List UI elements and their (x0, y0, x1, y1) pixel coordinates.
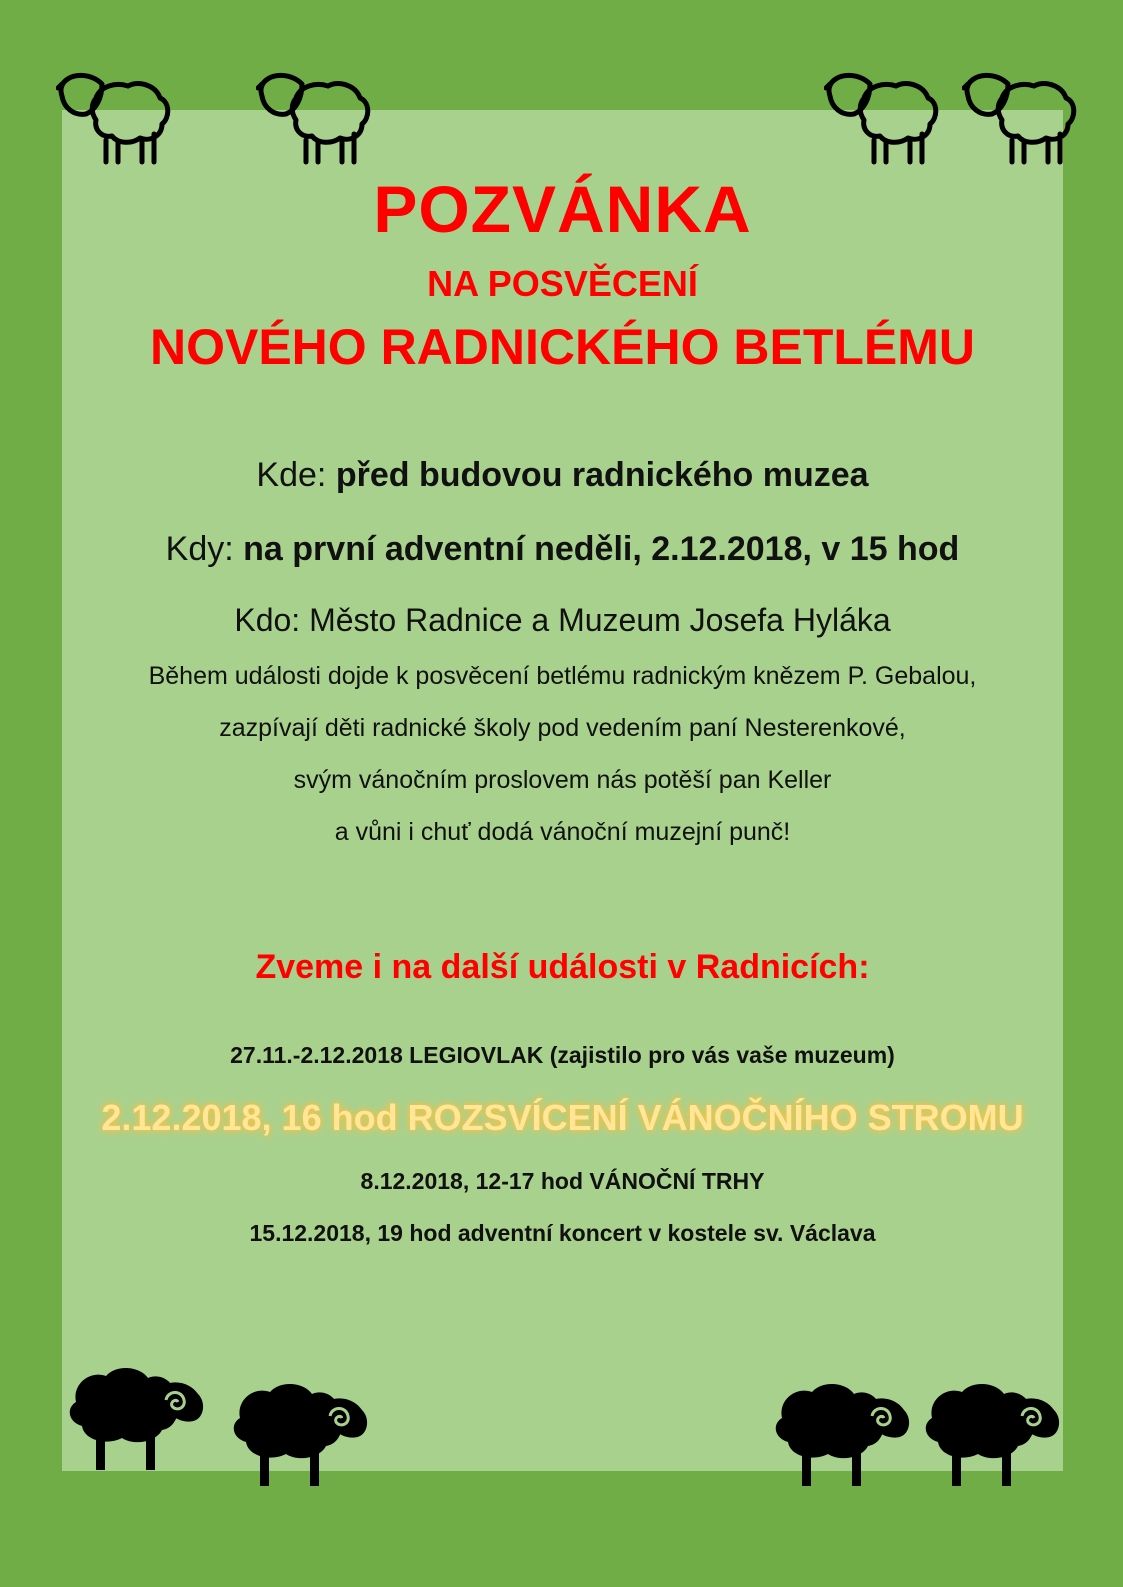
where-label: Kde: (256, 456, 327, 494)
event-item-highlight: 2.12.2018, 16 hod ROZSVÍCENÍ VÁNOČNÍHO STROMU (101, 1097, 1024, 1138)
events-heading: Zveme i na další události v Radnicích: (255, 948, 870, 986)
event-item: 15.12.2018, 19 hod adventní koncert v kostele sv. Václava (249, 1220, 876, 1246)
outline-sheep-icon (824, 68, 944, 168)
description-line: zazpívají děti radnické školy pod vedením paní Nesterenkové, (219, 714, 906, 742)
black-ram-icon (918, 1378, 1063, 1490)
outline-sheep-icon (962, 68, 1082, 168)
where-line (62, 458, 1063, 492)
when-value: na první adventní neděli, 2.12.2018, v 15 hod (243, 530, 960, 568)
poster-subtitle: NA POSVĚCENÍ (427, 263, 698, 304)
outline-sheep-icon (256, 68, 376, 168)
black-ram-icon (62, 1362, 207, 1474)
when-line (62, 532, 1063, 566)
black-ram-icon (226, 1378, 371, 1490)
description-line: svým vánočním proslovem nás potěší pan Keller (293, 766, 832, 794)
who-line: Kdo: Město Radnice a Muzeum Josefa Hyláka (234, 602, 891, 638)
event-item: 27.11.-2.12.2018 LEGIOVLAK (zajistilo pro vás vaše muzeum) (230, 1042, 895, 1068)
poster-title: POZVÁNKA (373, 172, 752, 246)
poster-subtitle-main: NOVÉHO RADNICKÉHO BETLÉMU (149, 319, 976, 375)
black-ram-icon (768, 1378, 913, 1490)
description-line: Během události dojde k posvěcení betlému radnickým knězem P. Gebalou, (148, 662, 977, 690)
description-line: a vůni i chuť dodá vánoční muzejní punč! (334, 818, 791, 846)
where-value: před budovou radnického muzea (335, 456, 869, 494)
outline-sheep-icon (56, 68, 176, 168)
event-item: 8.12.2018, 12-17 hod VÁNOČNÍ TRHY (360, 1168, 765, 1194)
when-label: Kdy: (165, 530, 234, 568)
